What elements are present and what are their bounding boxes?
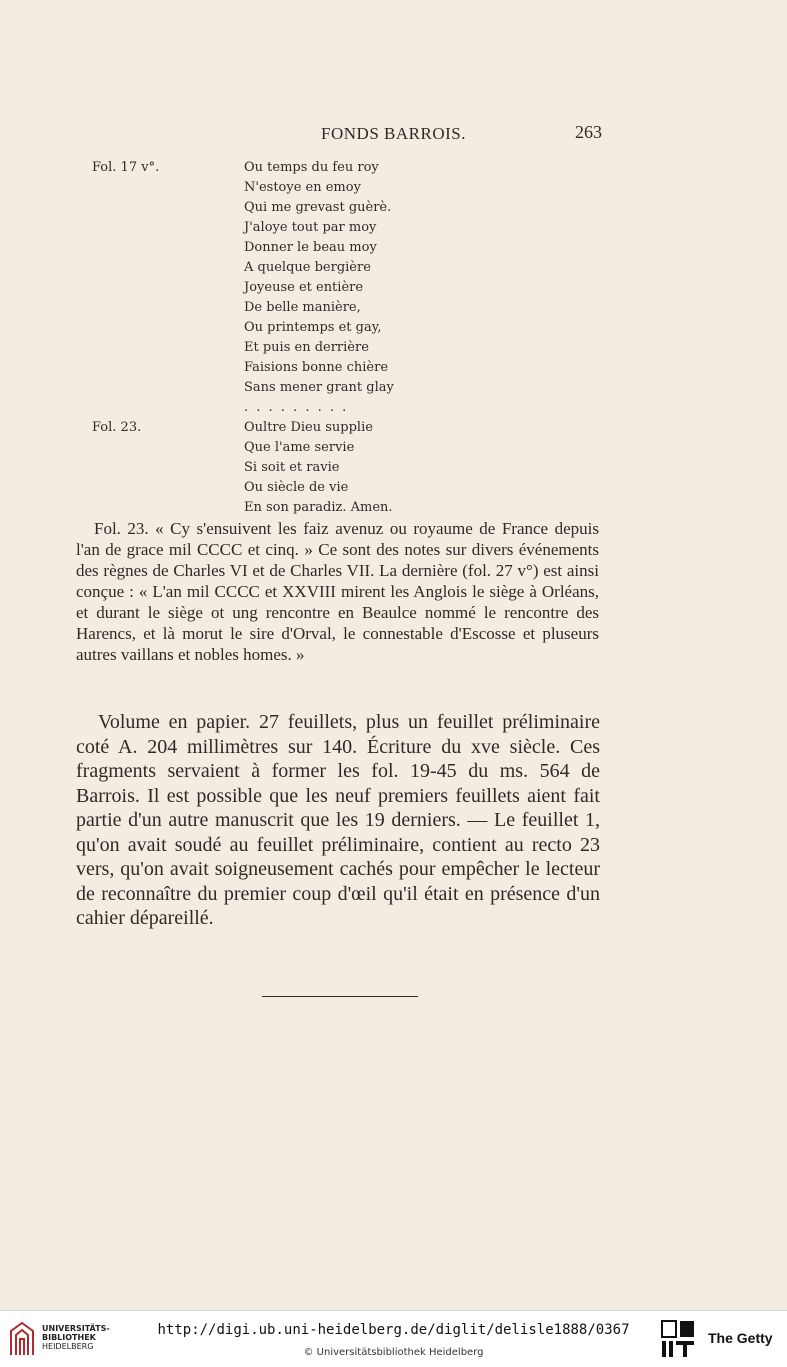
verse-line: N'estoye en emoy (244, 180, 361, 195)
ellipsis-line: . . . . . . . . . (244, 400, 349, 415)
folio-label-17v: Fol. 17 v°. (92, 160, 160, 175)
viewer-footer (0, 1310, 787, 1367)
verse-line: Qui me grevast guèrè. (244, 200, 392, 215)
verse-line: De belle manière, (244, 300, 361, 315)
description-paragraph: Volume en papier. 27 feuillets, plus un feuillet préliminaire coté A. 204 millimètres sur 140. Écriture du xve siècle. Ces fragments servaient à former les fol. 19-45 du ms. 564 de Barrois. Il est possible que les neuf premiers feuillets aient fait partie d'un autre manuscrit que les 19 derniers. — Le feuillet 1, qu'on avait soudé au feuillet préliminaire, contient au recto 23 vers, qu'on avait soigneusement cachés pour empêcher le lecteur de reconnaître du premier coup d'œil qu'il était en présence d'un cahier dépareillé. (76, 711, 600, 929)
section-divider (262, 996, 418, 997)
verse-block-2 (244, 418, 393, 518)
verse-line: Ou printemps et gay, (244, 320, 382, 335)
verse-block-1 (244, 158, 394, 418)
verse-line: A quelque bergière (244, 260, 371, 275)
note-paragraph: Fol. 23. « Cy s'ensuivent les faiz avenuz ou royaume de France depuis l'an de grace mil CCCC et cinq. » Ce sont des notes sur divers événements des règnes de Charles VI et de Charles VII. La dernière (fol. 27 v°) est ainsi conçue : « L'an mil CCCC et XXVIII mirent les Anglois le siège à Orléans, et durant le siège ot ung rencontre en Beaulce nommé le rencontre des Harencs, et là morut le sire d'Orval, le connestable d'Escosse et pluseurs autres vaillans et nobles homes. » (76, 519, 599, 664)
verse-line: Et puis en derrière (244, 340, 369, 355)
folio-label-23: Fol. 23. (92, 420, 142, 435)
getty-logo-icon[interactable] (660, 1319, 696, 1359)
verse-line: J'aloye tout par moy (244, 220, 377, 235)
page-number: 263 (575, 122, 602, 142)
verse-line: Sans mener grant glay (244, 380, 394, 395)
verse-line: Donner le beau moy (244, 240, 377, 255)
getty-name: The Getty (708, 1330, 773, 1346)
verse-line: Ou temps du feu roy (244, 160, 379, 175)
verse-line: Oultre Dieu supplie (244, 420, 373, 435)
verse-line: Joyeuse et entière (244, 280, 364, 295)
permalink-url[interactable]: http://digi.ub.uni-heidelberg.de/diglit/delisle1888/0367 (157, 1322, 630, 1338)
running-header: FONDS BARROIS. (321, 124, 466, 143)
copyright-text: © Universitätsbibliothek Heidelberg (303, 1347, 484, 1358)
verse-line: Si soit et ravie (244, 460, 340, 475)
verse-line: En son paradiz. Amen. (244, 500, 393, 515)
library-name: UNIVERSITÄTS- BIBLIOTHEK HEIDELBERG (42, 1324, 110, 1351)
verse-line: Que l'ame servie (244, 440, 355, 455)
verse-line: Faisions bonne chière (244, 360, 389, 375)
verse-line: Ou siècle de vie (244, 480, 349, 495)
